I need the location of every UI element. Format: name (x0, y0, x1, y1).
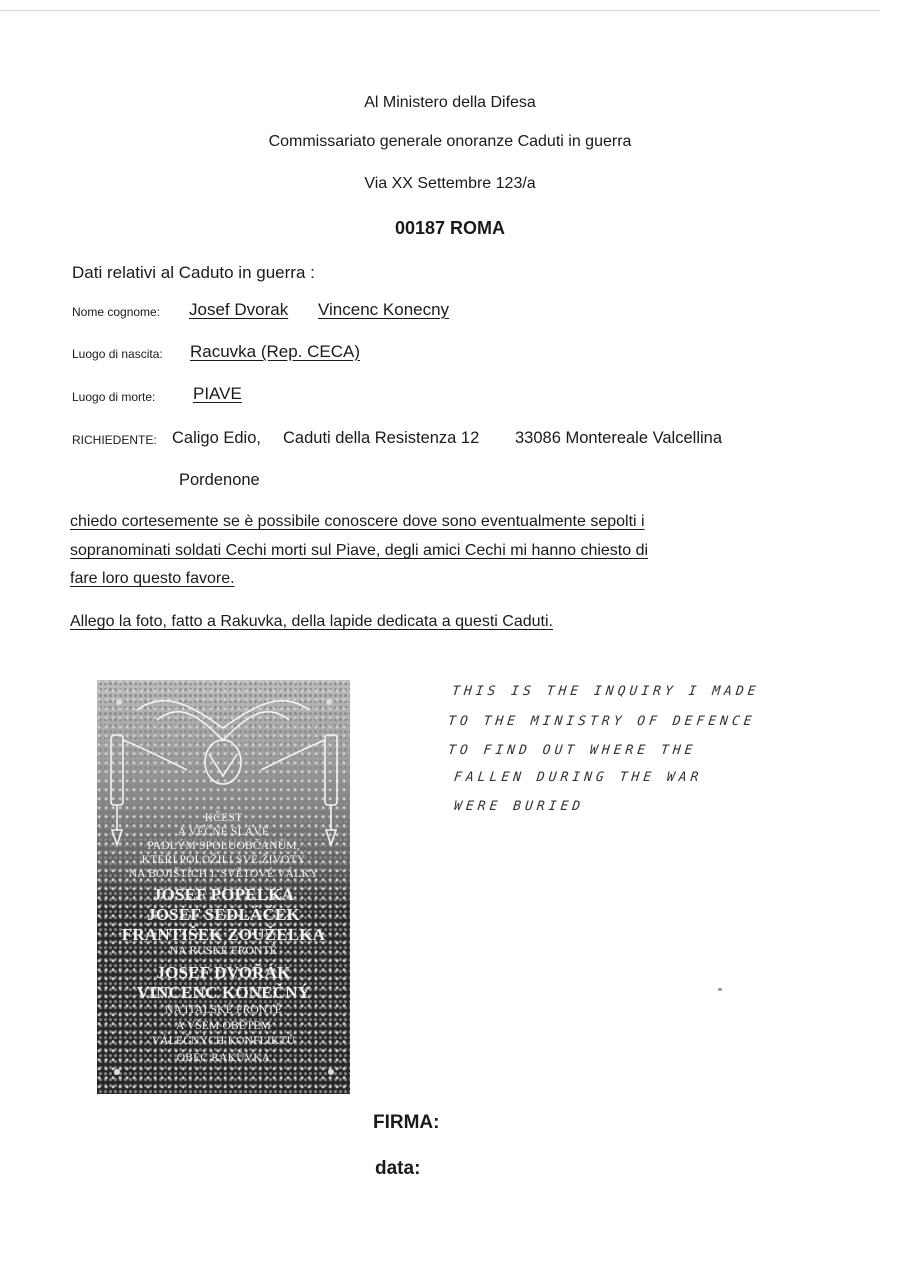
section-heading: Dati relativi al Caduto in guerra : (72, 263, 315, 282)
handwritten-note-line: TO THE MINISTRY OF DEFENCE (447, 714, 757, 729)
death-label: Luogo di morte: (72, 390, 156, 404)
plaque-front: NA ITALSKÉ FRONTĚ (165, 1004, 282, 1016)
plaque-line: PADLÝM SPOLUOBČANŮM, (147, 840, 300, 852)
recipient-line-2: Commissariato generale onoranze Caduti in guerra (268, 133, 632, 150)
requester-address: Caduti della Resistenza 12 (283, 429, 480, 447)
plaque-name: JOSEF DVOŘÁK (156, 963, 291, 982)
name-value-1: Josef Dvorak (189, 300, 289, 319)
name-label: Nome cognome: (72, 305, 161, 319)
recipient-line-1: Al Ministero della Difesa (364, 94, 536, 111)
plaque-name: JOSEF SEDLÁČEK (147, 905, 300, 924)
death-value: PIAVE (193, 384, 242, 403)
requester-label: RICHIEDENTE: (72, 433, 157, 447)
request-paragraph-line-3: fare loro questo favore. (70, 570, 235, 587)
handwritten-note-line: TO FIND OUT WHERE THE (447, 743, 698, 758)
plaque-line: KČEST (204, 812, 243, 824)
plaque-front: NA RUSKÉ FRONTĚ (169, 945, 278, 957)
requester-name: Caligo Edio, (172, 429, 261, 447)
date-label: data: (375, 1158, 421, 1179)
recipient-city: 00187 ROMA (394, 218, 506, 238)
name-value-2: Vincenc Konecny (318, 300, 450, 319)
plaque-line: VÁLEČNÝCH KONFLIKTŮ (151, 1035, 296, 1047)
requester-city: 33086 Montereale Valcellina (515, 429, 722, 447)
plaque-name: VINCENC KONEČNÝ (136, 983, 311, 1002)
birth-label: Luogo di nascita: (72, 347, 163, 361)
plaque-line: KTEŘÍ POLOŽILI SVÉ ŽIVOTY (141, 854, 306, 866)
request-paragraph-line-1: chiedo cortesemente se è possibile conoscere dove sono eventualmente sepolti i (70, 513, 645, 530)
request-paragraph-line-2: sopranominati soldati Cechi morti sul Piave, degli amici Cechi mi hanno chiesto di (70, 542, 649, 559)
handwritten-note-line: WERE BURIED (453, 799, 585, 814)
plaque-line: OBEC RAKŮVKA (176, 1052, 271, 1064)
handwritten-note-line: THIS IS THE INQUIRY I MADE (451, 684, 761, 699)
attachment-line: Allego la foto, fatto a Rakuvka, della lapide dedicata a questi Caduti. (70, 613, 553, 630)
requester-province: Pordenone (179, 471, 260, 489)
signature-label: FIRMA: (373, 1112, 440, 1133)
plaque-line: NA BOJIŠTÍCH I. SVĚTOVÉ VÁLKY (128, 868, 319, 880)
handwritten-note-line: FALLEN DURING THE WAR (453, 770, 704, 785)
plaque-name: JOSEF POPELKA (152, 885, 295, 904)
memorial-plaque-photo (97, 680, 350, 1094)
birth-value: Racuvka (Rep. CECA) (190, 342, 361, 361)
plaque-line: A VŠEM OBĚTEM (175, 1020, 272, 1032)
plaque-name: FRANTIŠEK ZOUŽELKA (121, 925, 326, 944)
plaque-line: A VĚČNÉ SLÁVĚ (177, 826, 270, 838)
page-edge-line (0, 10, 880, 11)
ink-speck (718, 988, 722, 991)
recipient-line-3: Via XX Settembre 123/a (364, 175, 536, 192)
